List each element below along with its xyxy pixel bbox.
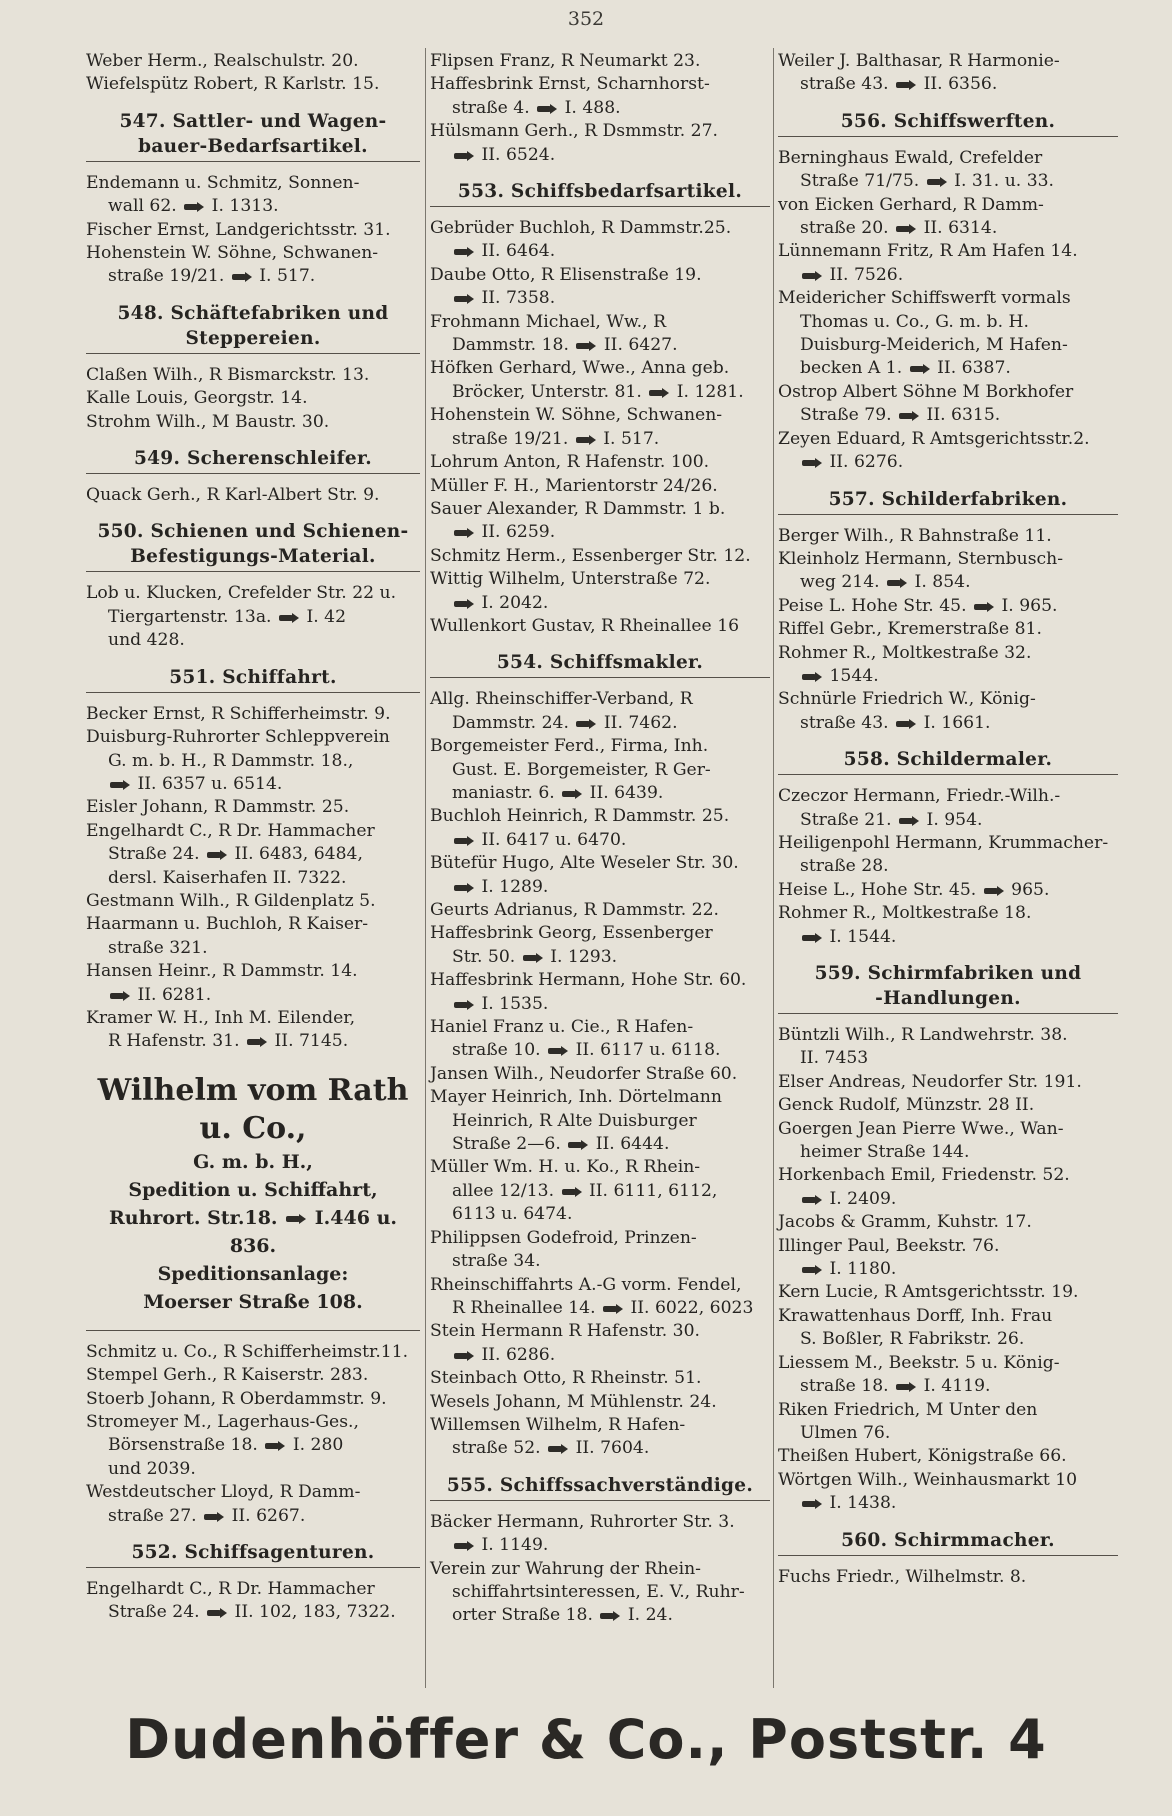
telephone-icon [576,434,596,445]
directory-entry: Wullenkort Gustav, R Rheinallee 16 [430,615,740,636]
directory-entry: Rheinschiffahrts A.-G vorm. Fendel, R Rheinallee 14. II. 6022, 6023 [430,1274,754,1318]
directory-entry: Stromeyer M., Lagerhaus-Ges., Börsenstraße 18. I. 280 und 2039. [86,1412,359,1479]
directory-entry: Heise L., Hohe Str. 45. 965. [778,879,1050,900]
directory-entry: Philippsen Godefroid, Prinzen- straße 34. [430,1227,697,1272]
directory-entry: Lob u. Klucken, Crefelder Str. 22 u. Tiergartenstr. 13a. I. 42 und 428. [86,583,397,651]
directory-entry: Riffel Gebr., Kremerstraße 81. [778,619,1042,640]
telephone-icon [454,293,474,304]
directory-entry: Weber Herm., Realschulstr. 20. [86,51,359,71]
directory-entry: Haffesbrink Hermann, Hohe Str. 60. I. 1535. [430,970,747,1014]
ad-line: Spedition u. Schiffahrt, [128,1178,378,1201]
directory-entry: Müller F. H., Marientorstr 24/26. [430,475,718,496]
directory-entry: Kleinholz Hermann, Sternbusch- weg 214. I. 854. [778,548,1064,593]
section-heading: 554. Schiffsmakler. [430,650,770,678]
telephone-icon [110,779,130,790]
telephone-icon [576,718,596,729]
section-heading: 550. Schienen und Schienen- Befestigungs-Material. [86,519,420,572]
directory-entry: Gestmann Wilh., R Gildenplatz 5. [86,890,376,911]
directory-entry: Heiligenpohl Hermann, Krummacher- straße 28. [778,832,1109,877]
telephone-icon [454,882,474,893]
directory-entry: Hülsmann Gerh., R Dsmmstr. 27. II. 6524. [430,121,719,165]
directory-entry: Berger Wilh., R Bahnstraße 11. [778,525,1052,546]
directory-entry: Haffesbrink Ernst, Scharnhorst- straße 4. I. 488. [430,74,710,118]
directory-entry: Haarmann u. Buchloh, R Kaiser- straße 321. [86,914,369,958]
telephone-icon [232,271,252,282]
telephone-icon [454,999,474,1010]
column-2 [430,50,770,1628]
telephone-icon [454,1540,474,1551]
directory-entry: Jansen Wilh., Neudorfer Straße 60. [430,1063,738,1084]
section-heading: 558. Schildermaler. [778,747,1118,775]
telephone-icon [974,601,994,612]
directory-entry: Fuchs Friedr., Wilhelmstr. 8. [778,1566,1027,1587]
directory-entry: Bäcker Hermann, Ruhrorter Str. 3. I. 1149. [430,1511,735,1556]
telephone-icon [899,410,919,421]
directory-entry: Theißen Hubert, Königstraße 66. [778,1446,1067,1467]
directory-entry: Büntzli Wilh., R Landwehrstr. 38. II. 7453 [778,1025,1068,1069]
directory-entry: Quack Gerh., R Karl-Albert Str. 9. [86,485,380,506]
telephone-icon [896,223,916,234]
column-3 [778,50,1118,1589]
telephone-icon [286,1213,306,1224]
directory-entry: Berninghaus Ewald, Crefelder Straße 71/75. I. 31. u. 33. [778,147,1055,192]
directory-entry: Endemann u. Schmitz, Sonnen- wall 62. I. 1313. [86,172,360,217]
section-heading: 547. Sattler- und Wagen- bauer-Bedarfsartikel. [86,109,420,162]
directory-entry: Kern Lucie, R Amtsgerichtsstr. 19. [778,1282,1079,1303]
telephone-icon [207,849,227,860]
directory-entry: Stoerb Johann, R Oberdammstr. 9. [86,1388,387,1409]
column-divider [773,48,774,1688]
telephone-icon [927,176,947,187]
directory-entry: Engelhardt C., R Dr. Hammacher Straße 24. II. 102, 183, 7322. [86,1579,396,1623]
directory-entry: Buchloh Heinrich, R Dammstr. 25. II. 6417 u. 6470. [430,806,730,850]
directory-entry: Bütefür Hugo, Alte Weseler Str. 30. I. 1289. [430,853,739,897]
directory-entry: Lünnemann Fritz, R Am Hafen 14. II. 7526. [778,241,1078,285]
telephone-icon [207,1607,227,1618]
directory-entry: Hohenstein W. Söhne, Schwanen- straße 19/21. I. 517. [86,243,379,287]
ad-line: Ruhrort. Str.18. I.446 u. 836. [109,1206,397,1257]
telephone-icon [600,1610,620,1621]
section-heading: 551. Schiffahrt. [86,665,420,693]
telephone-icon [454,150,474,161]
directory-entry: Haniel Franz u. Cie., R Hafen- straße 10. II. 6117 u. 6118. [430,1017,721,1061]
directory-entry: Schmitz u. Co., R Schifferheimstr.11. [86,1341,409,1362]
telephone-icon [454,835,474,846]
ad-line: G. m. b. H., [193,1150,313,1173]
section-heading: 549. Scherenschleifer. [86,446,420,474]
page-number: 352 [567,8,605,30]
directory-entry: Hansen Heinr., R Dammstr. 14. II. 6281. [86,961,358,1005]
directory-entry: Fischer Ernst, Landgerichtsstr. 31. [86,219,391,240]
directory-entry: Schmitz Herm., Essenberger Str. 12. [430,545,751,566]
directory-entry: Rohmer R., Moltkestraße 32. 1544. [778,642,1032,686]
directory-entry: Jacobs & Gramm, Kuhstr. 17. [778,1212,1032,1233]
telephone-icon [523,952,543,963]
directory-entry: Höfken Gerhard, Wwe., Anna geb. Bröcker, Unterstr. 81. I. 1281. [430,358,744,402]
telephone-icon [454,246,474,257]
section-heading: 559. Schirmfabriken und -Handlungen. [778,961,1118,1014]
directory-entry: Steinbach Otto, R Rheinstr. 51. [430,1368,702,1389]
section-heading: 555. Schiffssachverständige. [430,1473,770,1501]
directory-entry: Ostrop Albert Söhne M Borkhofer Straße 79. II. 6315. [778,381,1074,426]
directory-entry: Stempel Gerh., R Kaiserstr. 283. [86,1365,369,1386]
telephone-icon [802,671,822,682]
directory-entry: Zeyen Eduard, R Amtsgerichtsstr.2. II. 6276. [778,428,1090,473]
directory-entry: Wiefelspütz Robert, R Karlstr. 15. [86,74,380,95]
telephone-icon [110,990,130,1001]
telephone-icon [537,103,557,114]
section-heading: 557. Schilderfabriken. [778,487,1118,515]
telephone-icon [562,788,582,799]
directory-entry: Wörtgen Wilh., Weinhausmarkt 10 I. 1438. [778,1469,1078,1514]
telephone-icon [576,340,596,351]
directory-entry: Gebrüder Buchloh, R Dammstr.25. II. 6464. [430,218,732,262]
directory-entry: Frohmann Michael, Ww., R Dammstr. 18. II. 6427. [430,311,678,356]
telephone-icon [802,1194,822,1205]
directory-entry: Horkenbach Emil, Friedenstr. 52. I. 2409. [778,1165,1070,1209]
directory-entry: Czeczor Hermann, Friedr.-Wilh.- Straße 21. I. 954. [778,786,1061,830]
section-heading: 556. Schiffswerften. [778,109,1118,137]
section-heading: 552. Schiffsagenturen. [86,1540,420,1568]
column-divider [425,48,426,1688]
telephone-icon [454,527,474,538]
directory-entry: Krawattenhaus Dorff, Inh. Frau S. Boßler, R Fabrikstr. 26. [778,1305,1053,1350]
telephone-icon [265,1440,285,1451]
directory-entry: Verein zur Wahrung der Rhein- schiffahrtsinteressen, E. V., Ruhr- orter Straße 18. I. 24. [430,1558,745,1626]
directory-entry: Kramer W. H., Inh M. Eilender, R Hafenstr. 31. II. 7145. [86,1007,356,1052]
telephone-icon [204,1511,224,1522]
telephone-icon [896,718,916,729]
directory-entry: Stein Hermann R Hafenstr. 30. II. 6286. [430,1321,700,1365]
directory-entry: Duisburg-Ruhrorter Schleppverein G. m. b. H., R Dammstr. 18., II. 6357 u. 6514. [86,727,390,794]
ad-sub-address: Moerser Straße 108. [143,1290,363,1313]
directory-entry: Riken Friedrich, M Unter den Ulmen 76. [778,1399,1038,1443]
directory-entry: Mayer Heinrich, Inh. Dörtelmann Heinrich, R Alte Duisburger Straße 2—6. II. 6444. [430,1087,722,1155]
directory-entry: Kalle Louis, Georgstr. 14. [86,388,308,409]
directory-entry: Weiler J. Balthasar, R Harmonie- straße 43. II. 6356. [778,51,1060,95]
directory-entry: Rohmer R., Moltkestraße 18. I. 1544. [778,903,1032,947]
telephone-icon [984,885,1004,896]
directory-entry: Haffesbrink Georg, Essenberger Str. 50. I. 1293. [430,923,713,967]
directory-entry: Engelhardt C., R Dr. Hammacher Straße 24. II. 6483, 6484, dersl. Kaiserhafen II. 7322. [86,820,375,888]
directory-entry: Eisler Johann, R Dammstr. 25. [86,797,350,818]
telephone-icon [279,612,299,623]
directory-entry: Müller Wm. H. u. Ko., R Rhein- allee 12/13. II. 6111, 6112, 6113 u. 6474. [430,1157,718,1225]
telephone-icon [548,1443,568,1454]
directory-entry: Borgemeister Ferd., Firma, Inh. Gust. E. Borgemeister, R Ger- maniastr. 6. II. 6439. [430,736,711,803]
telephone-icon [910,363,930,374]
telephone-icon [802,270,822,281]
directory-entry: Geurts Adrianus, R Dammstr. 22. [430,900,719,920]
section-heading: 560. Schirmmacher. [778,1528,1118,1556]
directory-entry: Sauer Alexander, R Dammstr. 1 b. II. 6259. [430,498,726,543]
telephone-icon [887,577,907,588]
telephone-icon [802,932,822,943]
directory-entry: Goergen Jean Pierre Wwe., Wan- heimer Straße 144. [778,1118,1064,1163]
section-heading: 553. Schiffsbedarfsartikel. [430,179,770,207]
section-heading: 548. Schäftefabriken und Steppereien. [86,301,420,354]
directory-entry: Elser Andreas, Neudorfer Str. 191. [778,1071,1082,1092]
telephone-icon [802,1264,822,1275]
directory-entry: Liessem M., Beekstr. 5 u. König- straße 18. I. 4119. [778,1352,1060,1397]
telephone-icon [802,1498,822,1509]
telephone-icon [603,1303,623,1314]
directory-entry: Meidericher Schiffswerft vormals Thomas u. Co., G. m. b. H. Duisburg-Meiderich, M Hafen- becken A 1. II. 6387. [778,288,1071,379]
telephone-icon [184,201,204,212]
directory-entry: Wesels Johann, M Mühlenstr. 24. [430,1391,717,1412]
directory-entry: Allg. Rheinschiffer-Verband, R Dammstr. 24. II. 7462. [430,689,693,733]
directory-entry: Flipsen Franz, R Neumarkt 23. [430,51,701,71]
directory-entry: Peise L. Hohe Str. 45. I. 965. [778,595,1058,616]
company-advertisement [86,1072,420,1331]
telephone-icon [899,815,919,826]
telephone-icon [896,1381,916,1392]
directory-entry: von Eicken Gerhard, R Damm- straße 20. II. 6314. [778,194,1044,239]
telephone-icon [548,1045,568,1056]
directory-entry: Claßen Wilh., R Bismarckstr. 13. [86,364,370,385]
directory-entry: Schnürle Friedrich W., König- straße 43. I. 1661. [778,689,1036,733]
directory-entry: Strohm Wilh., M Baustr. 30. [86,411,330,432]
telephone-icon [568,1139,588,1150]
footer-advertisement: Dudenhöffer & Co., Poststr. 4 [125,1708,1047,1771]
directory-entry: Illinger Paul, Beekstr. 76. I. 1180. [778,1235,1000,1280]
column-1 [86,50,420,1625]
telephone-icon [802,457,822,468]
directory-entry: Wittig Wilhelm, Unterstraße 72. I. 2042. [430,569,711,613]
telephone-icon [562,1186,582,1197]
directory-entry: Westdeutscher Lloyd, R Damm- straße 27. II. 6267. [86,1482,361,1526]
directory-entry: Daube Otto, R Elisenstraße 19. II. 7358. [430,264,702,309]
telephone-icon [649,387,669,398]
telephone-icon [454,598,474,609]
telephone-icon [454,1350,474,1361]
telephone-icon [896,79,916,90]
directory-entry: Willemsen Wilhelm, R Hafen- straße 52. II. 7604. [430,1414,686,1459]
directory-entry: Becker Ernst, R Schifferheimstr. 9. [86,703,391,724]
telephone-icon [247,1036,267,1047]
directory-entry: Genck Rudolf, Münzstr. 28 II. [778,1095,1035,1116]
directory-entry: Hohenstein W. Söhne, Schwanen- straße 19/21. I. 517. [430,405,723,449]
directory-entry: Lohrum Anton, R Hafenstr. 100. [430,452,710,473]
ad-company-name: Wilhelm vom Rath u. Co., [97,1072,409,1146]
ad-subtitle: Speditionsanlage: [157,1262,349,1285]
